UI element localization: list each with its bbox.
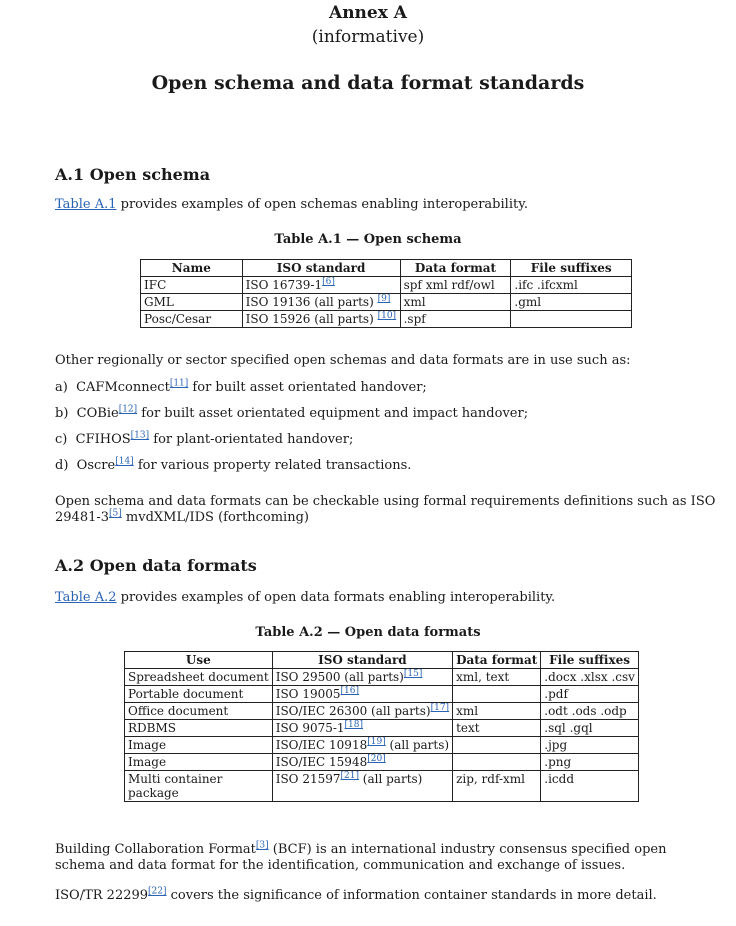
cell-suffix: .ifc .ifcxml [511, 277, 632, 294]
bcf-text-a: Building Collaboration Format [55, 842, 256, 857]
iso-text-after: (all parts) [385, 738, 450, 752]
list-text: for built asset orientated equipment and impact handover; [137, 406, 529, 421]
cell-suffix: .gml [511, 294, 632, 311]
other-schemas-text: Other regionally or sector specified open schemas and data formats are in use such as: [55, 353, 631, 368]
cell-iso [272, 720, 452, 737]
iso-text: ISO 19005 [275, 687, 341, 701]
iso-text: ISO/IEC 10918 [275, 738, 368, 752]
iso-text: ISO 29500 (all parts) [275, 670, 404, 684]
list-text: for built asset orientated handover; [188, 380, 427, 395]
cell-suffix: .pdf [541, 686, 639, 703]
table-a1-caption: Table A.1 — Open schema [274, 232, 462, 247]
cell-iso [272, 686, 452, 703]
citation-link[interactable]: [13] [130, 430, 150, 441]
table-row [125, 754, 639, 771]
table-a2 [124, 651, 639, 802]
list-marker: d) [55, 458, 69, 473]
checkable-text-a: Open schema and data formats can be checkable using formal requirements definitions such as ISO 29481-3 [55, 494, 716, 525]
citation-link[interactable]: [12] [118, 404, 138, 415]
list-item [55, 432, 353, 447]
citation-link[interactable]: [3] [255, 840, 269, 851]
list-item [55, 380, 427, 395]
table-row [141, 311, 632, 328]
cell-iso [242, 294, 400, 311]
list-item [55, 406, 528, 421]
section-heading-a1: A.1 Open schema [55, 165, 211, 184]
list-marker: b) [55, 406, 69, 421]
list-name: CAFMconnect [76, 380, 170, 395]
column-header: File suffixes [511, 260, 632, 277]
tr-text-b: covers the significance of information container standards in more detail. [166, 888, 657, 903]
cell-format: xml [453, 703, 541, 720]
column-header: Data format [453, 652, 541, 669]
cell-use: Image [125, 737, 273, 754]
cell-suffix: .docx .xlsx .csv [541, 669, 639, 686]
list-text: for plant-orientated handover; [149, 432, 354, 447]
checkable-text [55, 494, 720, 526]
cell-iso [272, 703, 452, 720]
cell-format: .spf [400, 311, 511, 328]
cell-format [453, 686, 541, 703]
column-header: ISO standard [242, 260, 400, 277]
column-header: Name [141, 260, 243, 277]
cell-iso [272, 669, 452, 686]
iso-text: ISO 15926 (all parts) [245, 312, 378, 326]
table-a2-link[interactable]: Table A.2 [55, 590, 117, 605]
table-row [125, 720, 639, 737]
iso-text-after: (all parts) [358, 772, 423, 786]
column-header: Use [125, 652, 273, 669]
table-row [141, 277, 632, 294]
iso-text: ISO/IEC 15948 [275, 755, 368, 769]
bcf-text [55, 842, 720, 874]
citation-link[interactable]: [11] [169, 378, 189, 389]
cell-name: Posc/Cesar [141, 311, 243, 328]
cell-iso [272, 754, 452, 771]
citation-link[interactable]: [15] [403, 669, 423, 679]
cell-iso [242, 311, 400, 328]
cell-suffix: .png [541, 754, 639, 771]
table-row [125, 686, 639, 703]
cell-suffix: .icdd [541, 771, 639, 802]
column-header: File suffixes [541, 652, 639, 669]
cell-use: Portable document [125, 686, 273, 703]
list-name: CFIHOS [75, 432, 131, 447]
citation-link[interactable]: [19] [367, 737, 386, 747]
table-header-row [141, 260, 632, 277]
column-header: ISO standard [272, 652, 452, 669]
cell-suffix: .odt .ods .odp [541, 703, 639, 720]
list-name: COBie [76, 406, 119, 421]
citation-link[interactable]: [6] [322, 277, 335, 287]
citation-link[interactable]: [21] [340, 771, 359, 781]
annex-subtitle: (informative) [311, 27, 425, 47]
cell-name: IFC [141, 277, 243, 294]
cell-format: xml, text [453, 669, 541, 686]
table-row [125, 669, 639, 686]
table-a1-link[interactable]: Table A.1 [55, 197, 117, 212]
table-a2-caption: Table A.2 — Open data formats [255, 625, 481, 640]
intro-text: provides examples of open data formats enabling interoperability. [116, 590, 556, 605]
list-name: Oscre [76, 458, 116, 473]
list-marker: a) [55, 380, 68, 395]
cell-format: zip, rdf-xml [453, 771, 541, 802]
cell-suffix: .sql .gql [541, 720, 639, 737]
iso-text: ISO 19136 (all parts) [245, 295, 378, 309]
citation-link[interactable]: [22] [148, 886, 167, 897]
citation-link[interactable]: [17] [430, 703, 450, 713]
cell-use: Image [125, 754, 273, 771]
tr-text [55, 888, 720, 904]
cell-iso [242, 277, 400, 294]
cell-use: Office document [125, 703, 273, 720]
citation-link[interactable]: [20] [367, 754, 386, 764]
cell-use: RDBMS [125, 720, 273, 737]
cell-format: xml [400, 294, 511, 311]
annex-title: Annex A [329, 3, 407, 23]
table-a1 [140, 259, 632, 328]
bcf-text-b: (BCF) is an international industry consensus specified open schema and data format for the identification, communication and exchange of issues. [55, 842, 667, 873]
main-title: Open schema and data format standards [151, 72, 585, 94]
section-a1-intro [55, 197, 720, 213]
tr-text-a: ISO/TR 22299 [55, 888, 149, 903]
cell-use: Multi container package [125, 771, 273, 802]
table-row [141, 294, 632, 311]
iso-text: ISO/IEC 26300 (all parts) [275, 704, 431, 718]
table-row [125, 771, 639, 802]
checkable-text-b: mvdXML/IDS (forthcoming) [121, 510, 309, 525]
table-row [125, 703, 639, 720]
list-item [55, 458, 411, 473]
table-header-row [125, 652, 639, 669]
citation-link[interactable]: [18] [344, 720, 364, 730]
iso-text: ISO 21597 [275, 772, 341, 786]
iso-text: ISO 9075-1 [275, 721, 345, 735]
citation-link[interactable]: [5] [109, 508, 122, 519]
cell-suffix: .jpg [541, 737, 639, 754]
cell-format [453, 737, 541, 754]
column-header: Data format [400, 260, 511, 277]
cell-iso [272, 737, 452, 754]
section-a2-intro [55, 590, 720, 606]
section-heading-a2: A.2 Open data formats [55, 556, 257, 575]
cell-format [453, 754, 541, 771]
cell-name: GML [141, 294, 243, 311]
table-row [125, 737, 639, 754]
cell-iso [272, 771, 452, 802]
list-text: for various property related transactions. [133, 458, 412, 473]
cell-use: Spreadsheet document [125, 669, 273, 686]
cell-format: spf xml rdf/owl [400, 277, 511, 294]
citation-link[interactable]: [14] [115, 456, 134, 467]
citation-link[interactable]: [16] [340, 686, 359, 696]
iso-text: ISO 16739-1 [245, 278, 323, 292]
citation-link[interactable]: [10] [377, 311, 397, 321]
cell-format: text [453, 720, 541, 737]
list-marker: c) [55, 432, 68, 447]
citation-link[interactable]: [9] [377, 294, 391, 304]
intro-text: provides examples of open schemas enabling interoperability. [116, 197, 528, 212]
cell-suffix [511, 311, 632, 328]
